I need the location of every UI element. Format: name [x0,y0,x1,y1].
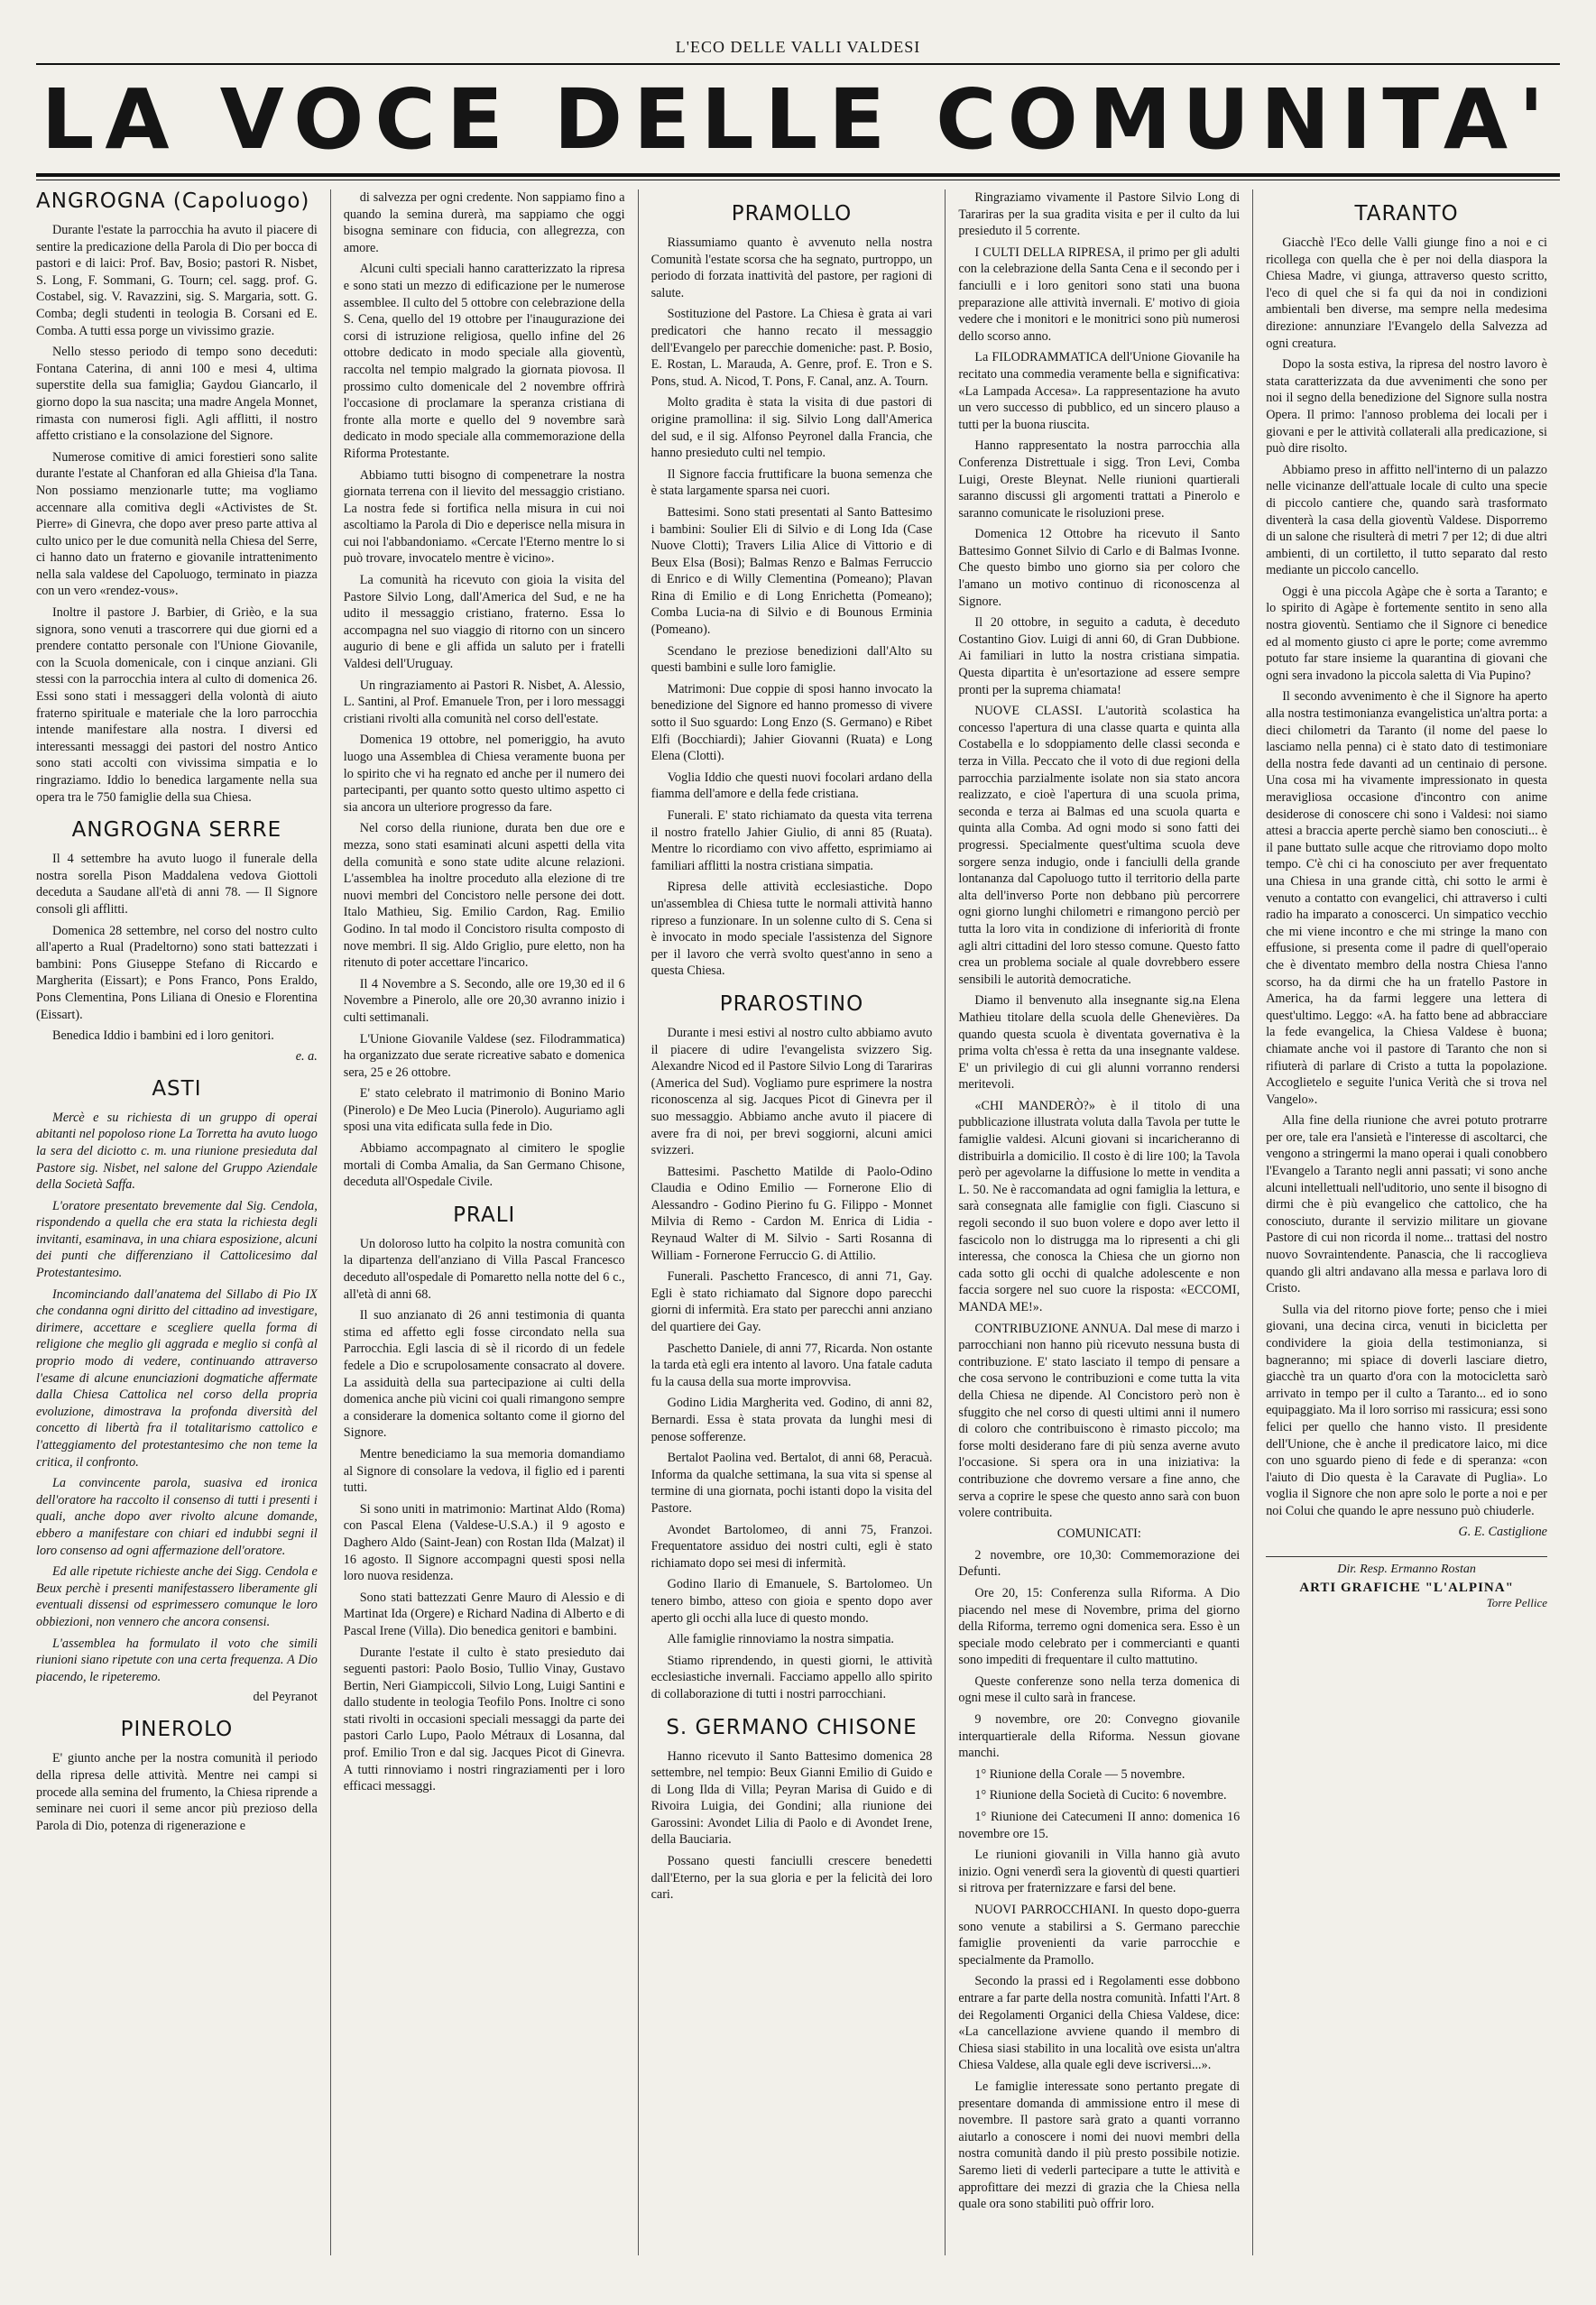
article-paragraph: Benedica Iddio i bambini ed i loro genitori. [52,1028,274,1044]
article-paragraph: Domenica 28 settembre, nel corso del nostro culto all'aperto a Rual (Pradeltorno) sono stati battezzati i bambini: Pons Giuseppe Stefano di Riccardo e Margherita (Eissart); e Pons Franco, Pons Eraldo, Pons Clementina, Pons Liliana di Onesio e Florentina (Eissart). [36,923,318,1022]
article-paragraph: L'oratore presentato brevemente dal Sig. Cendola, rispondendo a quella che era stata la richiesta degli invitanti, esaminava, in una chiara esposizione, alcuni dei punti che differenziano il Cattolicesimo dal Protestantesimo. [36,1198,318,1281]
article-paragraph: Queste conferenze sono nella terza domenica di ogni mese il culto sarà in francese. [958,1673,1241,1706]
article-paragraph: Abbiamo tutti bisogno di compenetrare la nostra giornata terrena con il lievito del messaggio cristiano. La nostra fede si fortifica nella misura in cui noi ascoltiamo la Parola di Dio e deperisce nella misura in cui noi l'abbandoniamo. «Cercate l'Eterno mentre lo si può trovare, invocatelo mentre è vicino». [343,467,625,567]
article-paragraph: Si sono uniti in matrimonio: Martinat Aldo (Roma) con Pascal Elena (Valdese-U.S.A.) il 9 agosto e Daghero Aldo (Saint-Jean) con Rostan Ilda (Malzat) il 16 agosto. Il Signore accompagni questi sposi nella loro nuova residenza. [343,1501,625,1584]
article-paragraph: «CHI MANDERÒ?» è il titolo di una pubblicazione illustrata voluta dalla Tavola per tutte le famiglie valdesi. Alcuni giovani si incaricheranno di distribuirla a domicilio. Il costo è di lire 100; la Tavola però per agevolarne la diffusione lo mette in vendita a L. 50. Ne è raccomandata ad ogni famiglia la lettura, e sarà consegnata alle famiglie con figli. Ciascuno si regoli secondo il suo buon volere e dopo aver letto il fascicolo non lo distrugga ma lo ripresenti a chi gli interessa, che conosca la Chiesa che un giorno non cada sotto gli occhi di qualche adolescente e non faccia sorgere nel suo cuore la risposta: «ECCOMI, MANDA ME!». [958,1098,1241,1314]
article-paragraph: La convincente parola, suasiva ed ironica dell'oratore ha raccolto il consenso di tutti i presenti i quali, anche dopo aver rivolto alcune domande, ebbero a manifestare con chiari ed indubbi segni il loro consenso ad ogni affermazione dell'oratore. [36,1476,318,1558]
article-paragraph: L'Unione Giovanile Valdese (sez. Filodrammatica) ha organizzato due serate ricreative sabato e domenica sera, 25 e 26 ottobre. [343,1031,625,1080]
article-paragraph: 1° Riunione della Società di Cucito: 6 novembre. [974,1788,1227,1803]
article-paragraph: 1° Riunione della Corale — 5 novembre. [974,1766,1185,1782]
section-title-asti: ASTI [152,1076,202,1101]
article-paragraph: Avondet Bartolomeo, di anni 75, Franzoi. Frequentatore assiduo dei nostri culti, egli è stato richiamato dopo sei mesi di infermità. [650,1522,933,1571]
article-paragraph: Sono stati battezzati Genre Mauro di Alessio e di Martinat Ida (Orgere) e Richard Nadina di Alberto e di Pascal Irene (Villa). Dio benedica genitori e bambini. [343,1590,625,1638]
article-paragraph: E' stato celebrato il matrimonio di Bonino Mario (Pinerolo) e De Meo Lucia (Pinerolo). Auguriamo agli sposi una vita edificata sulla fede in Dio. [343,1086,625,1135]
article-paragraph: Il secondo avvenimento è che il Signore ha aperto alla nostra testimonianza evangelistica un'altra porta: a dieci chilometri da Taranto (il nome del paese lo lasciamo nella penna) ci è stato dato di testimoniare della nostra fede davanti ad un centinaio di persone. Una cosa mi ha vivamente impressionato in questa meravigliosa occasione d'incontro con anime desiderose di conoscere chi sono i Valdesi: noi siamo attesi a braccia aperte perchè siamo ben conosciuti... è il pane buttato sulle acque che ritroviamo dopo molto tempo. C'è chi ci ha conosciuto per aver frequentato una Chiesa in una grande città, chi sotto le armi è venuto a contatto con evangelici, chi attraverso i culti radio ha imparato a conoscerci. Un simpatico vecchio che mi viene incontro e che mi stringe la mano con effusione, si presenta come il padre di quell'operaio che è diventato membro della nostra Chiesa l'anno scorso, ha da dirmi che ha un fratello Pastore in America, ha da farmi leggere una lettera di quest'ultimo. Leggo: «A. ha fatto bene ad abbracciare la fede evangelica, la Chiesa Valdese è buona; chiamate anche voi il pastore di Taranto che non si rifiuterà di parlare di Cristo a tutta la popolazione. Accoglietelo e seguite l'unica Verità che si trova nel Vangelo». [1266,689,1547,1107]
article-paragraph: Funerali. Paschetto Francesco, di anni 71, Gay. Egli è stato richiamato dal Signore dopo parecchi giorni di infermità. Era stato per parecchi anni anziano del quartiere dei Gay. [650,1269,933,1335]
article-paragraph: La FILODRAMMATICA dell'Unione Giovanile ha recitato una commedia veramente bella e significativa: «La Lampada Accesa». La rappresentazione ha avuto un vero successo di pubblico, ed un sincero plauso a tutti per la buona riuscita. [958,350,1241,432]
article-paragraph: Le riunioni giovanili in Villa hanno già avuto inizio. Ogni venerdì sera la gioventù di questi quartieri si ritrova per fraternizzare e farsi del bene. [958,1848,1241,1896]
section-title-s-germano-chisone: S. GERMANO CHISONE [666,1715,918,1739]
article-paragraph: NUOVI PARROCCHIANI. In questo dopo-guerra sono venute a stabilirsi a S. Germano parecchie famiglie provenienti da varie parrocchie e specialmente da Pramollo. [958,1903,1241,1968]
article-paragraph: 2 novembre, ore 10,30: Commemorazione dei Defunti. [958,1547,1241,1580]
article-paragraph: Godino Lidia Margherita ved. Godino, di anni 82, Bernardi. Essa è stata provata da lunghi mesi di penose sofferenze. [650,1396,933,1444]
article-paragraph: I CULTI DELLA RIPRESA, il primo per gli adulti con la celebrazione della Santa Cena e il secondo per i fanciulli e i loro genitori sono stati una buona preparazione alle attività invernali. E' motivo di gioia vedere che i monitori e le monitrici sono più numerosi dello scorso anno. [958,244,1241,344]
article-paragraph: Molto gradita è stata la visita di due pastori di origine pramollina: il sig. Silvio Long dall'America del sud, e il sig. Alfonso Peyronel dalla Francia, che hanno presieduto culti nel tempio. [650,395,933,461]
article-paragraph: Nel corso della riunione, durata ben due ore e mezza, sono stati esaminati alcuni aspetti della vita della comunità e sono state udite alcune relazioni. L'assemblea ha inoltre proceduto alla elezione di tre nuovi membri del Concistoro nelle persone dei dott. Italo Mathieu, Sig. Emilio Cardon, Rag. Emilio Godino. In tal modo il Concistoro risulta composto di nove membri. Il sig. Aldo Griglio, pure eletto, non ha ritenuto di poter accettare l'incarico. [343,821,625,971]
printer-name: ARTI GRAFICHE "L'ALPINA" [1299,1580,1514,1595]
article-paragraph: di salvezza per ogni credente. Non sappiamo fino a quando la semina durerà, ma sappiamo che oggi bisogna seminare con fiducia, con allegrezza, con amore. [343,190,625,255]
article-paragraph: Paschetto Daniele, di anni 77, Ricarda. Non ostante la tarda età egli era intento al lavoro. Una fatale caduta fu la causa della sua morte improvvisa. [650,1341,933,1389]
section-title-pramollo: PRAMOLLO [731,202,853,226]
article-paragraph: NUOVE CLASSI. L'autorità scolastica ha concesso l'apertura di una classe quarta e quinta alla Costabella e lo sdoppiamento delle classi seconda e terza in Villa. Peccato che il voto di due regioni della parrocchia parzialmente isolate non sia stato ancora realizzato, e cioè l'apertura di una scuola prima, seconda e terza ai Balmas ed una scuola quarta e quinta alla Comba. Ad ogni modo si sono fatti dei progressi. Specialmente quest'ultima scuola deve sorgere senza indugio, onde i fanciulli della grande lontananza dal Capoluogo tutto il territorio della parte alta dell'inverso Porte non debbano più percorrere ogni giorno lunghi chilometri e rimangono perciò per tutta la loro vita in condizione di inferiorità di fronte agli altri cittadini del loro stesso comune. Questo fatto crea un problema sociale al quale dovrebbero essere sensibili le autorità democratiche. [958,704,1241,987]
article-paragraph: Godino Ilario di Emanuele, S. Bartolomeo. Un tenero bimbo, atteso con gioia e spento dopo aver aperto gli occhi alla luce di questo mondo. [650,1577,933,1626]
article-paragraph: Il suo anzianato di 26 anni testimonia di quanta stima ed affetto egli fosse circondato nella sua Parrocchia. Egli lascia di sè il ricordo di un fedele fedele a Dio e scrupolosamente consacrato al dovere. La assiduità della sua partecipazione ai culti della domenica anche più vicini coi quali rimangono sempre a considerare la domenica soltanto come il giorno del Signore. [343,1308,625,1441]
column-1 [36,189,331,2255]
header-rule [36,63,1560,65]
article-paragraph: Alle famiglie rinnoviamo la nostra simpatia. [667,1632,894,1647]
comunicati-heading: COMUNICATI: [1056,1526,1141,1541]
article-paragraph: Domenica 19 ottobre, nel pomeriggio, ha avuto luogo una Assemblea di Chiesa veramente buona per lo spirito che vi ha regnato ed anche per il numero dei partecipanti, per quanto sotto questo ultimo aspetto ci sia ancora un ulteriore progresso da fare. [343,733,625,815]
publisher-box [1266,1556,1547,1610]
article-paragraph: 9 novembre, ore 20: Convegno giovanile interquartierale della Riforma. Nessun giovane manchi. [958,1712,1241,1761]
article-paragraph: Oggi è una piccola Agàpe che è sorta a Taranto; e lo spirito di Agàpe è fortemente sentito in seno alla nostra gioventù. Sentiamo che il Signore ci benedice ed al momento giusto ci apre le porte; come avremmo potuto far stare insieme la quarantina di giovani che ogni sera invadono la piccola saletta di Via Pupino? [1266,584,1547,683]
section-title-taranto: TARANTO [1354,202,1459,226]
article-paragraph: L'assemblea ha formulato il voto che simili riunioni siano ripetute con una certa frequenza. A Dio piacendo, le ripeteremo. [36,1636,318,1684]
article-paragraph: Il 4 Novembre a S. Secondo, alle ore 19,30 ed il 6 Novembre a Pinerolo, alle ore 20,30 avranno inizio i culti settimanali. [343,976,625,1025]
article-paragraph: CONTRIBUZIONE ANNUA. Dal mese di marzo i parrocchiani non hanno più ricevuto nessuna busta di contribuzione. E' stato lasciato il tempo di pensare a che cosa servono le contribuzioni e come tutta la vita della Chiesa ne dipende. Al Concistoro però non è sfuggito che nel corso di questi ultimi anni il numero di coloro che contribuiscono è rimasto piccolo; ma forse molti desiderano fare di più senza averne avuto l'occasione. Si spera ora in una iniziativa: la contribuzione che dovremo versare a fine anno, che serva a coprire le spese che questo anno sarà con buon volere contribuita. [958,1321,1241,1521]
article-paragraph: Hanno rappresentato la nostra parrocchia alla Conferenza Distrettuale i sigg. Tron Levi, Comba Luigi, Oreste Bleynat. Nelle riunioni quartierali saranno discussi gli argomenti trattati a Pinerolo e saranno comunicate le risoluzioni prese. [958,438,1241,521]
article-paragraph: Secondo la prassi ed i Regolamenti esse dobbono entrare a far parte della nostra comunità. Infatti l'Art. 8 dei Regolamenti Organici della Chiesa Valdese, dice: «La cancellazione avviene quando il membro di Chiesa siasi stabilito in una località ove esista un'altra Chiesa Valdese, alla quale egli deve iscriversi...». [958,1974,1241,2073]
article-paragraph: Durante l'estate il culto è stato presieduto dai seguenti pastori: Paolo Bosio, Tullio Vinay, Gustavo Bertin, Neri Giampiccoli, Silvio Long, Luigi Santini e dallo studente in teologia Teofilo Pons. Inoltre ci sono stati rivolti in occasioni speciali messaggi da parte dei pastori Carlo Lupo, Paolo Métraux di Losanna, dal prof. Emilio Tron e dal sig. Jacques Picot di Ginevra. A tutti rinnoviamo i nostri ringraziamenti per i loro efficaci messaggi. [343,1645,625,1794]
article-paragraph: Ed alle ripetute richieste anche dei Sigg. Cendola e Beux perchè i presenti manifestassero liberamente gli eventuali dissensi od esprimessero comunque le loro obbiezioni, non vennero che ancora consensi. [36,1564,318,1629]
section-title-prarostino: PRAROSTINO [719,991,864,1016]
article-paragraph: Alcuni culti speciali hanno caratterizzato la ripresa e sono stati un mezzo di edificazione per le numerose assemblee. Il culto del 5 ottobre con celebrazione della S. Cena, quello del 19 ottobre per l'inaugurazione dei corsi di istruzione religiosa, quello infine del 26 ottobre dedicato in modo speciale alla gioventù, raccolta nel tempio malgrado la giornata piovosa. Il prossimo culto domenicale del 2 novembre offrirà l'occasione di proclamare la speranza cristiana di fronte alla morte e quello del 9 novembre sarà dedicato in modo speciale alla commemorazione della Riforma Protestante. [343,262,625,461]
article-signature: e. a. [295,1048,318,1064]
article-paragraph: Scendano le preziose benedizioni dall'Alto su questi bambini e sulle loro famiglie. [650,643,933,676]
column-2 [331,189,639,2255]
columns [36,189,1560,2255]
article-paragraph: Nello stesso periodo di tempo sono deceduti: Fontana Caterina, di anni 100 e mesi 4, ultima superstite della sua famiglia; Gaydou Giancarlo, il giorno dopo la sua nascita; una madre Angela Monnet, rimasta con numerosi figli. Agli afflitti, il nostro affetto cristiano e la consolazione del Signore. [36,345,318,444]
section-title-angrogna-capoluogo: ANGROGNA (Capoluogo) [36,189,310,213]
article-paragraph: Un doloroso lutto ha colpito la nostra comunità con la dipartenza dell'anziano di Villa Pascal Francesco deceduto all'ospedale di Pomaretto nella notte del 6 c., all'età di anni 68. [343,1236,625,1302]
article-paragraph: Hanno ricevuto il Santo Battesimo domenica 28 settembre, nel tempio: Beux Gianni Emilio di Guido e di Long Ilda di Villa; Peyran Marisa di Guido e di Rivoira Luigia, dei Gondini; alla riunione dei Garossini: Avondet Lilia di Paolo e di Avondet Irene, della Bauciaria. [650,1748,933,1848]
article-paragraph: Diamo il benvenuto alla insegnante sig.na Elena Mathieu titolare della scuola delle Ghenevières. Da quando questa scuola è diventata governativa è la prima volta ch'essa è retta da una insegnante valdese. E' un privilegio di cui gli alunni vorranno rendersi meritevoli. [958,993,1241,1093]
article-paragraph: Alla fine della riunione che avrei potuto protrarre per ore, tale era l'ansietà e l'interesse di ascoltarci, che vengono a stringermi la mano operai i quali conobbero l'Evangelo a Taranto negli anni passati; vi sono anche alcuni intellettuali nell'uditorio, uno sente il bisogno di dirmi che è più evangelico che cattolico, che ha conosciuto, durante il servizio militare un giovane Pastore di cui non ricorda il nome... trattasi del nostro nuovo Sovraintendente. Panascia, che li raccoglieva quando gli altri andavano alla messa e parlava loro di Cristo. [1266,1113,1547,1296]
article-paragraph: Riassumiamo quanto è avvenuto nella nostra Comunità l'estate scorsa che ha segnato, purtroppo, un periodo di forzata inattività del pastore, per ragioni di salute. [650,235,933,300]
article-paragraph: Il 4 settembre ha avuto luogo il funerale della nostra sorella Pison Maddalena vedova Giottoli deceduta a Saudane all'età di anni 78. — Il Signore consoli gli afflitti. [36,852,318,917]
article-paragraph: Abbiamo accompagnato al cimitero le spoglie mortali di Comba Amalia, da San Germano Chisone, deceduta all'Ospedale Civile. [343,1141,625,1190]
article-signature: del Peyranot [253,1690,318,1705]
article-paragraph: Mercè e su richiesta di un gruppo di operai abitanti nel popoloso rione La Torretta ha avuto luogo la sera del diciotto c. m. una riunione presieduta dal Pastore sig. Nisbet, nel salone del Gruppo Aziendale della Società Saffa. [36,1110,318,1193]
article-paragraph: Sulla via del ritorno piove forte; penso che i miei giovani, una decina circa, venuti in bicicletta per condividere la gioia della testimonianza, si bagneranno; mi spiace di doverli lasciare dietro, giacchè tra un quarto d'ora con la motocicletta sarò arrivato in tempo per il culto a Taranto... ed io sono equipaggiato. Ma il loro sorriso mi rassicura; essi sono felici per quello che hanno visto. Il presidente dell'Unione, che è anche il predicatore laico, mi dice con uno sguardo pieno di fede e di speranza: «con l'aiuto di Dio questa è la Caravate di Puglia». Lo voglia il Signore che non apre solo le porte a noi e per noi Colui che quando le apre nessuno può chiuderle. [1266,1302,1547,1518]
article-paragraph: Dopo la sosta estiva, la ripresa del nostro lavoro è stata caratterizzata da due avvenimenti che sono per noi il segno della benedizione del Signore sulla nostra Opera. Il primo: l'annoso problema dei locali per i giovani e per le attività collaterali alla predicazione, si può dire risolto. [1266,357,1547,456]
masthead-rule [36,173,1560,177]
director-line: Dir. Resp. Ermanno Rostan [1337,1562,1476,1576]
article-paragraph: Abbiamo preso in affitto nell'interno di un palazzo nelle vicinanze dell'attuale locale di culto una specie di piccolo cantiere che, quando sarà trasformato diventerà la casa della gioventù Valdese. Disporremo di un salone che risulterà di metri 7 per 12; di due altri ambienti, di un cortiletto, il tutto separato dal resto mediante un piccolo cancello. [1266,462,1547,578]
column-4 [946,189,1253,2255]
article-paragraph: Il Signore faccia fruttificare la buona semenza che è stata largamente sparsa nei cuori. [650,466,933,499]
article-paragraph: Ringraziamo vivamente il Pastore Silvio Long di Tarariras per la sua gradita visita e per il culto da lui presieduto il 5 corrente. [958,190,1241,239]
article-paragraph: E' giunto anche per la nostra comunità il periodo della ripresa delle attività. Mentre nei campi si procede alla semina del frumento, la Chiesa riprende a seminare nei cuori il seme ancor più prezioso della Parola di Dio, potenza di rigenerazione e [36,1751,318,1833]
section-title-prali: PRALI [453,1203,516,1227]
article-paragraph: Bertalot Paolina ved. Bertalot, di anni 68, Peracuà. Informa da qualche settimana, la sua vita si spense al termine di una giornata, pochi istanti dopo la visita del Pastore. [650,1451,933,1516]
masthead-title: LA VOCE DELLE COMUNITA' [41,71,1555,168]
article-paragraph: Possano questi fanciulli crescere benedetti dall'Eterno, per la sua gloria e per la felicità dei loro cari. [650,1854,933,1903]
article-paragraph: Funerali. E' stato richiamato da questa vita terrena il nostro fratello Jahier Giulio, di anni 85 (Ruata). Mentre lo ricordiamo con vivo affetto, esprimiamo ai familiari afflitti la nostra cristiana simpatia. [650,808,933,873]
column-5 [1253,189,1560,2255]
article-paragraph: Le famiglie interessate sono pertanto pregate di presentare domanda di ammissione entro il mese di novembre. Il pastore sarà grato a quanti vorranno aiutarlo a conoscere i nomi dei nuovi membri della nostra comunità dando il più presto possibile notizie. Saremo lieti di vederli partecipare a tutte le attività e approfittare dei mezzi di grazia che la Chiesa nella quale ora sono stabiliti può offrir loro. [958,2079,1241,2212]
article-paragraph: Ore 20, 15: Conferenza sulla Riforma. A Dio piacendo nel mese di Novembre, prima del giorno della Riforma, terremo ogni domenica sera. Esso è un speciale modo celebrato per i commercianti e quanti sono impediti di frequentare il culto mattutino. [958,1585,1241,1668]
section-title-pinerolo: PINEROLO [120,1718,234,1742]
section-title-angrogna-serre: ANGROGNA SERRE [71,818,282,843]
article-paragraph: Matrimoni: Due coppie di sposi hanno invocato la benedizione del Signore ed hanno promesso di vivere sotto il Suo sguardo: Long Enzo (S. Germano) e Ribet Elfi (Bocchiardi); Jahier Giovanni (Ruata) e Long Elena (Clotti). [650,681,933,764]
column-3 [639,189,946,2255]
article-paragraph: Mentre benediciamo la sua memoria domandiamo al Signore di consolare la vedova, il figlio ed i parenti tutti. [343,1446,625,1496]
article-paragraph: Un ringraziamento ai Pastori R. Nisbet, A. Alessio, L. Santini, al Prof. Emanuele Tron, per i loro messaggi cristiani rivolti alla comunità nel corso dell'estate. [343,678,625,726]
article-paragraph: La comunità ha ricevuto con gioia la visita del Pastore Silvio Long, dall'America del Sud, e ne ha udito il messaggio cristiano, fraterno. Essa lo accompagna nel suo viaggio di ritorno con un sincero augurio di bene e gli affida un saluto per i fratelli Valdesi dell'Uruguay. [343,573,625,672]
article-paragraph: Sostituzione del Pastore. La Chiesa è grata ai vari predicatori che hanno recato il messaggio dell'Evangelo per parecchie domeniche: past. P. Bosio, E. Rostan, L. Marauda, A. Genre, prof. E. Tron e S. Pons, stud. A. Nicod, T. Pons, F. Canal, anz. A. Tourn. [650,307,933,389]
printer-place: Torre Pellice [1486,1595,1547,1609]
article-paragraph: Battesimi. Sono stati presentati al Santo Battesimo i bambini: Soulier Eli di Silvio e di Long Ida (Case Nuove Clotti); Travers Lilia Alice di Vittorio e di Beux Elsa (Bosi); Balmas Renzo e Balmas Ferruccio di Enrico e di Willy Clementina (Pomeano); Plavan Rina di Emilio e di Long Enrichetta (Pomeano); Comba Lucia-na di Silvio e di Bounous Erminia (Pomeano). [650,504,933,638]
article-paragraph: Battesimi. Paschetto Matilde di Paolo-Odino Claudia e Odino Emilio — Fornerone Elio di Alessandro - Godino Pierino fu G. Filippo - Monnet Milvia di Remo - Cardon M. Enrica di Lidia - Reynaud Walter di M. Silvio - Sarti Rosanna di William - Fornerone Ferruccio G. di Attilio. [650,1164,933,1263]
article-paragraph: Numerose comitive di amici forestieri sono salite durante l'estate al Chanforan ed alla Ghieisa d'la Tana. Non possiamo menzionarle tutte; ma vogliamo accennare alla comitiva degli «Activistes de St. Pierre» di Ginevra, che dopo aver preso parte attiva al culto unico per le due comunità nella Chiesa del Serre, ci hanno dato un fraterno e giovanile intrattenimento nella sala valdese del Capoluogo, terminato in piazza con un vero «rendez-vous». [36,449,318,599]
article-paragraph: Inoltre il pastore J. Barbier, di Grièo, e la sua signora, sono venuti a trascorrere qui due giorni ed a prendere contatto personale con l'Unione Giovanile, con la Scuola domenicale, con i cinque anziani. Gli stessi con la parrocchia intera al culto di domenica 26. Essi sono stati i messaggeri della volontà di aiuto fraterno spirituale e materiale che la loro parrocchia intende manifestare alla nostra. I diversi ed interessanti messaggi dei pastori del nostro Antico sono stati accolti con vivissima simpatia e lo ringraziamo. Iddio lo benedica largamente nella sua opera tra le 750 famiglie della sua Chiesa. [36,605,318,805]
article-paragraph: Durante l'estate la parrocchia ha avuto il piacere di sentire la predicazione della Parola di Dio per bocca di pastori e di laici: Prof. Bav, Bosio; pastori R. Nisbet, S. Long, F. Sommani, G. Tourn; cel. sagg. prof. G. Costabel, sig. V. Ravazzini, sig. S. Margaria, sott. G. Comba; degli studenti in teologia B. Corsani ed E. Comba. A tutti essa porge un vivissimo grazie. [36,223,318,338]
article-paragraph: Domenica 12 Ottobre ha ricevuto il Santo Battesimo Gonnet Silvio di Carlo e di Balmas Ivonne. Che questo bimbo uno giorno sia per coloro che l'amano un motivo continuo di riconoscenza al Signore. [958,527,1241,609]
article-paragraph: Voglia Iddio che questi nuovi focolari ardano della fiamma dell'amore e della fede cristiana. [650,770,933,802]
article-signature: G. E. Castiglione [1458,1524,1547,1539]
article-paragraph: Il 20 ottobre, in seguito a caduta, è deceduto Costantino Giov. Luigi di anni 60, di Gran Dubbione. Ai familiari in lutto la nostra cristiana simpatia. Questa dipartita è un'esortazione ad essere sempre pronti per la suprema chiamata! [958,615,1241,697]
article-paragraph: Stiamo riprendendo, in questi giorni, le attività ecclesiastiche invernali. Facciamo appello allo spirito di collaborazione di tutti i nostri parrocchiani. [650,1653,933,1701]
article-paragraph: Giacchè l'Eco delle Valli giunge fino a noi e ci ricollega con quella che è per noi della diaspora la Chiesa Madre, vi giunga, attraverso questo scritto, l'eco di quel che si fa qui da noi in condizioni ambientali ben diverse, ma sempre nella medesima direzione: annunziare l'Evangelo della Salvezza ad ogni creatura. [1266,235,1547,351]
article-paragraph: Durante i mesi estivi al nostro culto abbiamo avuto il piacere di udire l'evangelista svizzero Sig. Alexandre Nicod ed il Pastore Silvio Long di Tarariras (America del Sud). Vogliamo pure esprimere la nostra riconoscenza al sig. Jacques Picot di Ginevra per il suo messaggio. Abbiamo anche avuto il piacere di avere fra di noi, per brevi soggiorni, alcuni amici svizzeri. [650,1025,933,1158]
article-paragraph: 1° Riunione dei Catecumeni II anno: domenica 16 novembre ore 15. [958,1810,1241,1841]
article-paragraph: Incominciando dall'anatema del Sillabo di Pio IX che condanna ogni diritto del cittadino ad investigare, dirimere, accettare e scegliere quella forma di religione che meglio gli aggrada e meglio si confà al proprio modo di vedere, continuando attraverso l'esame di alcune enunciazioni dogmatiche affermate dalla Chiesa Cattolica nel corso della propria evoluzione, dimostrava la profonda diversità del concetto di libertà fra il totalitarismo cattolico e l'atteggiamento del protestantesimo che non teme la critica, il confronto. [36,1286,318,1470]
article-paragraph: Ripresa delle attività ecclesiastiche. Dopo un'assemblea di Chiesa tutte le normali attività hanno ripreso a funzionare. In un solenne culto di S. Cena si è invocato in modo speciale l'assistenza del Signore per il lavoro che verrà svolto quest'anno in seno a questa Chiesa. [650,880,933,979]
running-head: L'ECO DELLE VALLI VALDESI [675,38,921,56]
